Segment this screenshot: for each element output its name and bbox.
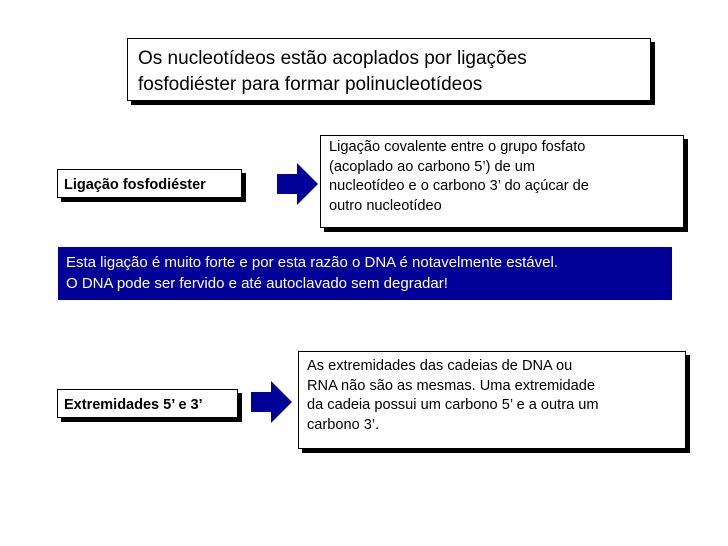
right-arrow-icon (251, 381, 293, 423)
banner-line-1: Esta ligação é muito forte e por esta razão o DNA é notavelmente estável. (66, 254, 558, 271)
title-line-1: Os nucleotídeos estão acoplados por ligações (138, 48, 527, 69)
description-line: RNA não são as mesmas. Uma extremidade (307, 377, 595, 394)
description-line: (acoplado ao carbono 5’) de um (329, 158, 536, 175)
ends-description (298, 351, 686, 449)
description-line: outro nucleotídeo (329, 197, 442, 214)
phosphodiester-description (320, 135, 684, 228)
description-line: nucleotídeo e o carbono 3’ do açúcar de (329, 178, 589, 194)
banner-line-2: O DNA pode ser fervido e até autoclavado sem degradar! (66, 275, 448, 292)
label-5-3-ends: Extremidades 5’ e 3’ (57, 389, 238, 418)
slide-title (127, 38, 651, 101)
description-line: da cadeia possui um carbono 5’ e a outra um (307, 397, 599, 413)
stability-banner (58, 247, 672, 300)
title-line-2: fosfodiéster para formar polinucleotídeos (138, 74, 483, 95)
description-line: As extremidades das cadeias de DNA ou (307, 358, 573, 374)
right-arrow-icon (277, 163, 319, 205)
label-phosphodiester-bond: Ligação fosfodiéster (57, 169, 242, 198)
description-line: carbono 3’. (307, 416, 380, 433)
description-line: Ligação covalente entre o grupo fosfato (329, 139, 586, 155)
